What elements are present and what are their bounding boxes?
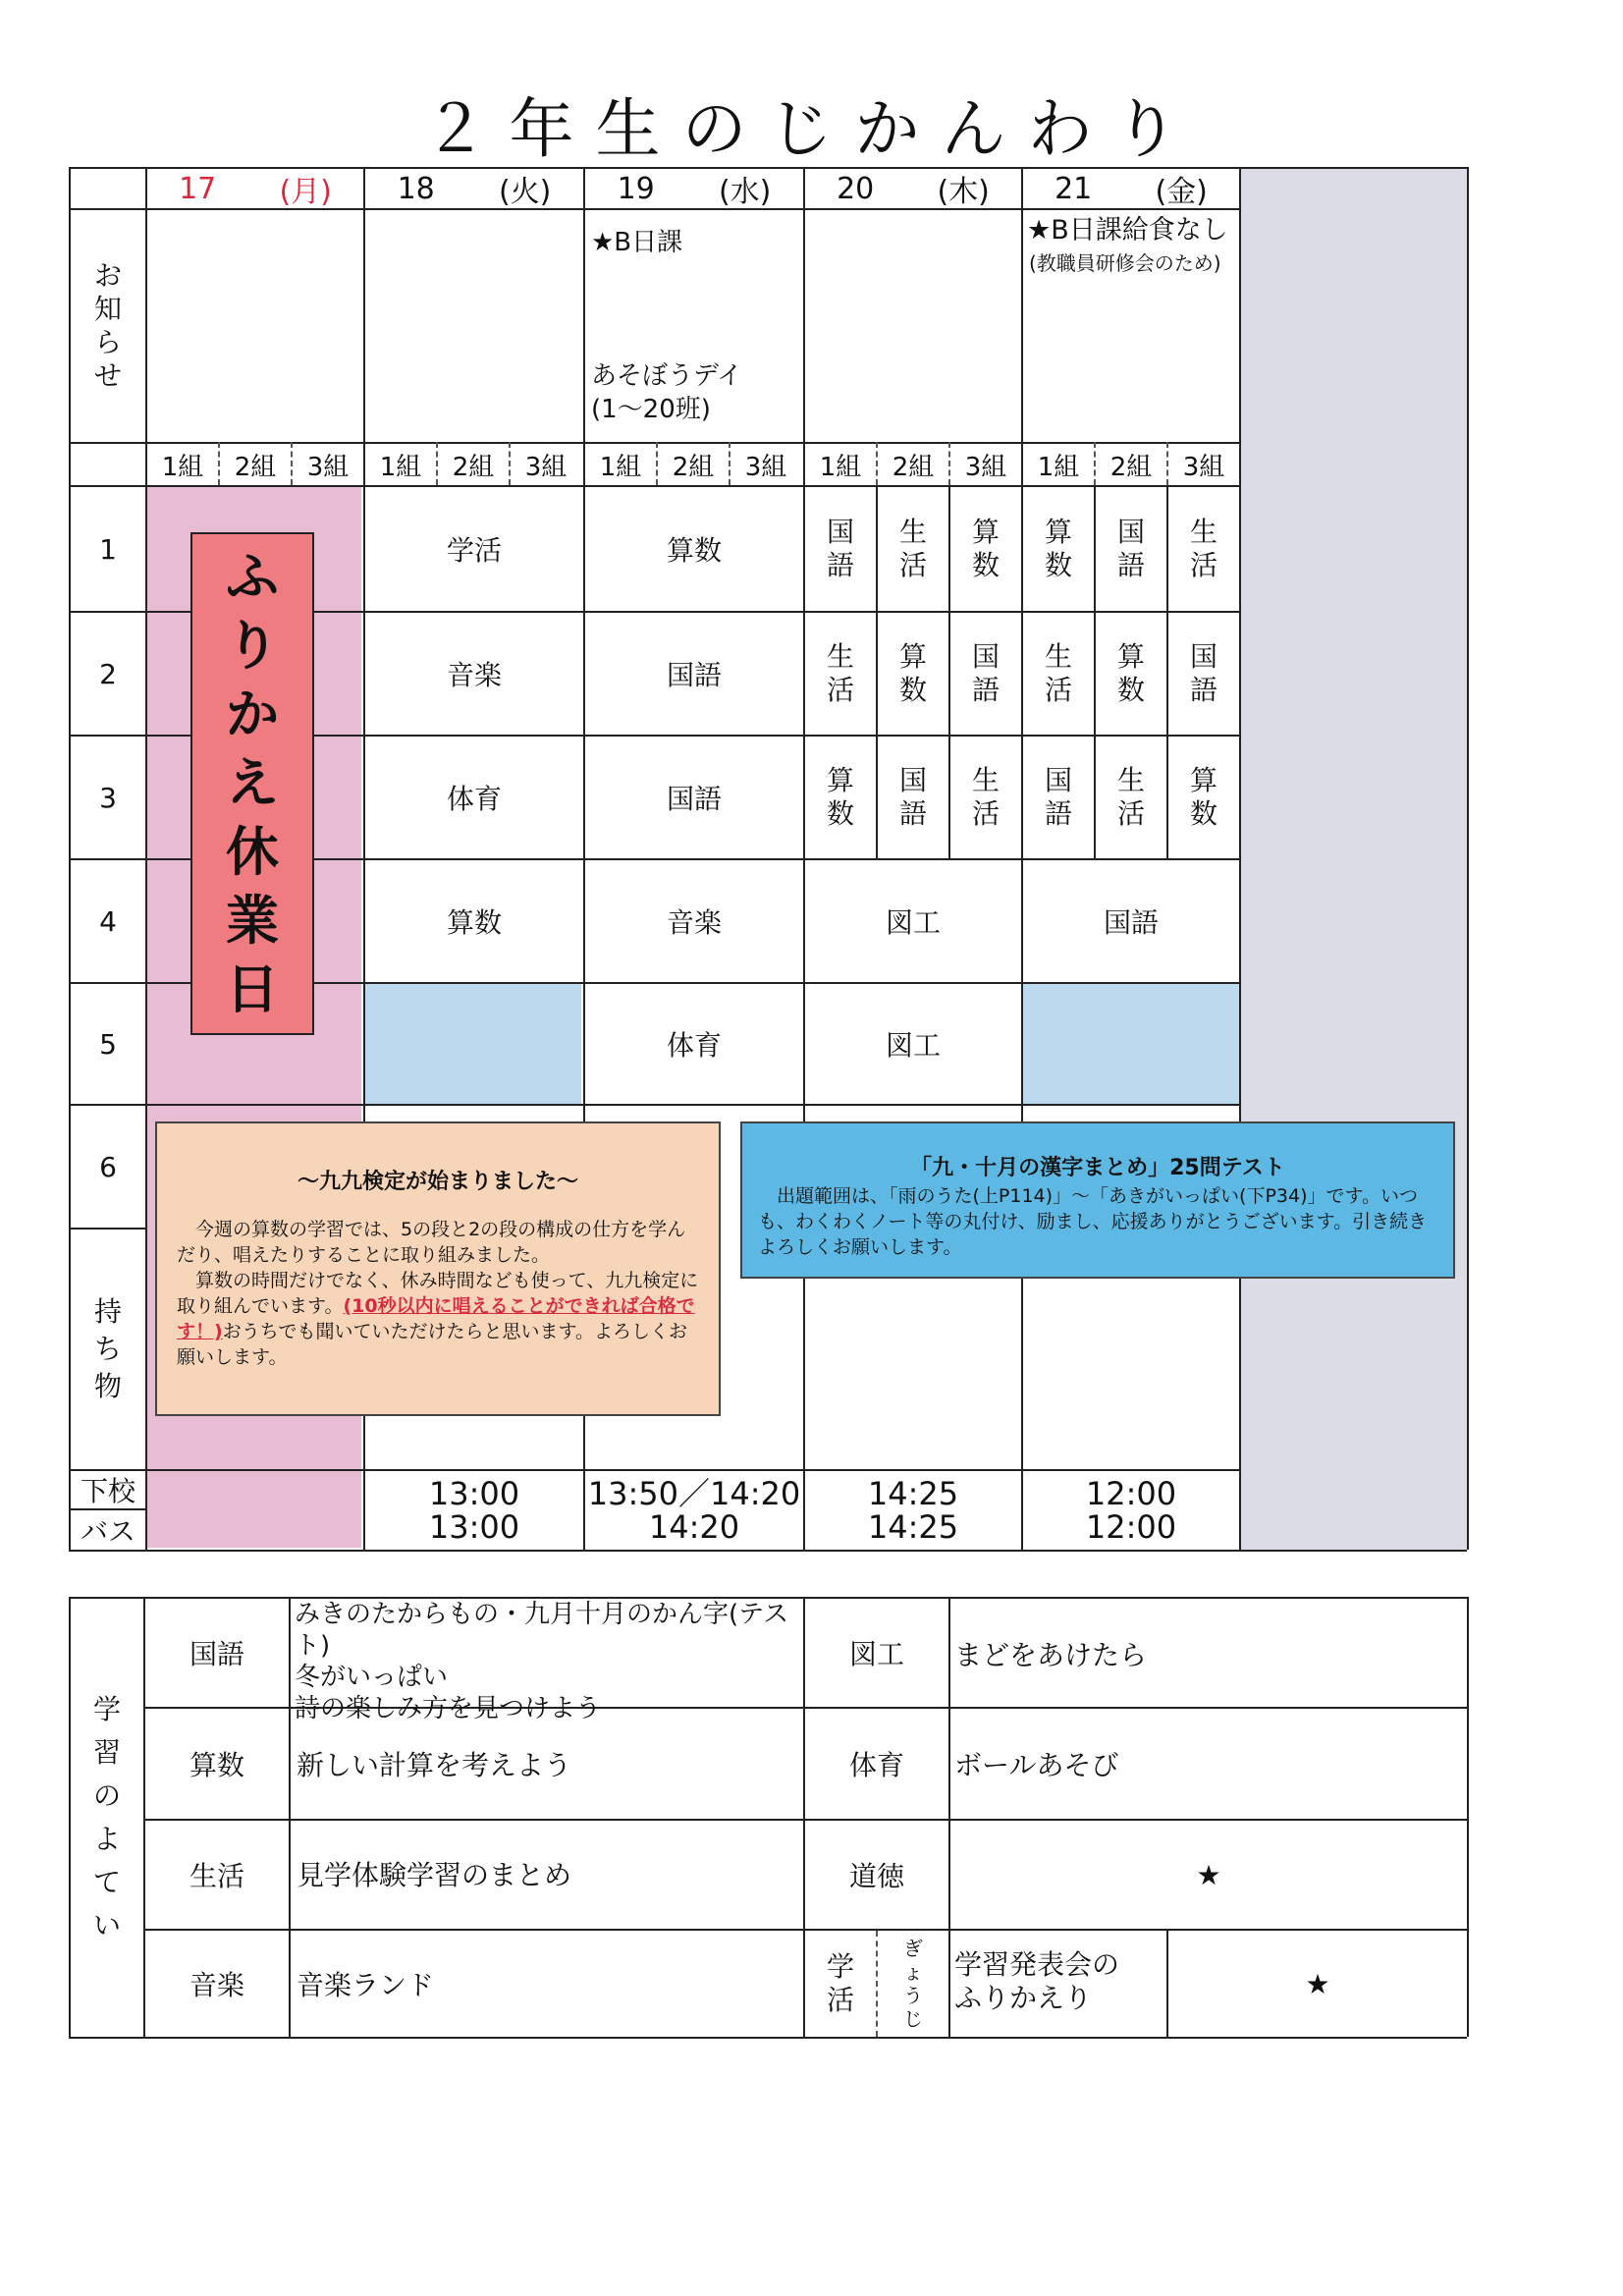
period-5-label: 5 xyxy=(99,1027,117,1061)
study-zukou-label: 図工 xyxy=(848,1638,904,1670)
study-gyouji-label: ぎ ょ う じ xyxy=(903,1937,923,2031)
class-labels-row: 1組 2組 3組 1組 2組 3組 1組 2組 3組 1組 2組 3組 1組 2組 3組 xyxy=(161,452,1225,482)
period-4-label: 4 xyxy=(99,904,117,938)
day-header-fri: 21 (金) xyxy=(1055,171,1208,209)
tue-period-4: 算数 xyxy=(446,906,502,939)
period-6-label: 6 xyxy=(99,1150,117,1183)
study-zukou-content: まどをあけたら xyxy=(954,1639,1148,1671)
thu-dismissal-times: 14:25 14:25 xyxy=(867,1475,959,1546)
thu-period-5: 図工 xyxy=(885,1029,941,1062)
blank-cell-fri-p5 xyxy=(1023,982,1239,1104)
period-3-label: 3 xyxy=(99,781,117,814)
study-ongaku-label: 音楽 xyxy=(189,1969,244,2001)
study-kokugo-label: 国語 xyxy=(189,1638,244,1670)
notice-wed-b-schedule: ★B日課 xyxy=(591,228,683,257)
holiday-banner: ふ り か え 休 業 日 xyxy=(190,532,314,1035)
study-seikatsu-content: 見学体験学習のまとめ xyxy=(297,1859,572,1891)
notice-wed-groups: (1～20班) xyxy=(591,395,711,424)
blank-cell-tue-p5 xyxy=(365,982,581,1104)
row-label-notice: お 知 ら せ xyxy=(93,259,122,392)
kuku-notice-body: 今週の算数の学習では、5の段と2の段の構成の仕方を学んだり、唱えたりすることに取り組みました。 算数の時間だけでなく、休み時間なども使って、九九検定に取り組んでいます。(10秒以内に唱えることができれば合格です！)おうちでも聞いていただけたらと思います。よろしくお願いします。 xyxy=(177,1219,699,1368)
row-label-bus: バス xyxy=(80,1515,135,1548)
tue-period-3: 体育 xyxy=(446,783,502,815)
thu-period-4: 図工 xyxy=(885,906,941,939)
day-header-mon: 17 (月) xyxy=(179,171,332,209)
gray-side-column xyxy=(1239,169,1467,1550)
study-doutoku-label: 道徳 xyxy=(848,1860,904,1892)
fri-period-4: 国語 xyxy=(1103,906,1159,939)
notice-fri-no-lunch: ★B日課給食なし xyxy=(1027,215,1228,246)
tue-dismissal-times: 13:00 13:00 xyxy=(428,1475,520,1546)
day-header-thu: 20 (木) xyxy=(837,171,990,209)
wed-period-2: 国語 xyxy=(666,659,722,691)
study-sansu-content: 新しい計算を考えよう xyxy=(297,1749,572,1781)
day-header-tue: 18 (火) xyxy=(397,171,552,209)
study-ongaku-content: 音楽ランド xyxy=(297,1969,435,2001)
row-label-mochimono: 持 ち 物 xyxy=(93,1295,122,1402)
wed-period-1: 算数 xyxy=(666,534,722,567)
notice-wed-asobou-day: あそぼうデイ xyxy=(591,361,743,391)
study-taiiku-label: 体育 xyxy=(848,1749,904,1781)
study-seikatsu-label: 生活 xyxy=(189,1860,244,1892)
wed-period-5: 体育 xyxy=(666,1029,722,1062)
row-label-gekou: 下校 xyxy=(80,1475,135,1507)
study-gakkatsu-content: 学習発表会の ふりかえり xyxy=(954,1948,1120,2014)
period-2-label: 2 xyxy=(99,657,117,690)
study-taiiku-content: ボールあそび xyxy=(954,1749,1119,1781)
wed-dismissal-times: 13:50／14:20 14:20 xyxy=(587,1475,801,1546)
fri-dismissal-times: 12:00 12:00 xyxy=(1085,1475,1177,1546)
kanji-test-notice-box: 「九・十月の漢字まとめ」25問テスト 出題範囲は、「雨のうた(上P114)」～「あきがいっぱい(下P34)」です。いつも、わくわくノート等の丸付け、励まし、応援ありがとうございます。引き続きよろしくお願いします。 xyxy=(740,1121,1455,1279)
study-gakkatsu-star: ★ xyxy=(1305,1967,1330,2000)
study-sansu-label: 算数 xyxy=(189,1749,244,1781)
study-side-label: 学 習 の よ て い xyxy=(92,1693,121,1941)
notice-fri-reason: (教職員研修会のため) xyxy=(1029,251,1221,275)
wed-period-4: 音楽 xyxy=(666,906,722,939)
study-gakkatsu-label: 学 活 xyxy=(826,1950,854,2016)
wed-period-3: 国語 xyxy=(666,783,722,815)
page-title: ２年生のじかんわり xyxy=(422,91,1201,167)
period-1-label: 1 xyxy=(99,532,117,566)
day-header-wed: 19 (水) xyxy=(617,171,772,209)
study-kokugo-content: みきのたからもの・九月十月のかん字(テスト) 冬がいっぱい 詩の楽しみ方を見つけよう xyxy=(295,1600,789,1723)
tue-period-1: 学活 xyxy=(446,534,502,567)
kuku-test-notice-box: ～九九検定が始まりました～ 今週の算数の学習では、5の段と2の段の構成の仕方を学んだり、唱えたりすることに取り組みました。 算数の時間だけでなく、休み時間なども使って、九九検定に取り組んでいます。(10秒以内に唱えることができれば合格です！)おうちでも聞いていただけたらと思います。よろしくお願いします。 xyxy=(155,1121,721,1416)
tue-period-2: 音楽 xyxy=(446,659,502,691)
study-doutoku-star: ★ xyxy=(1196,1858,1221,1891)
